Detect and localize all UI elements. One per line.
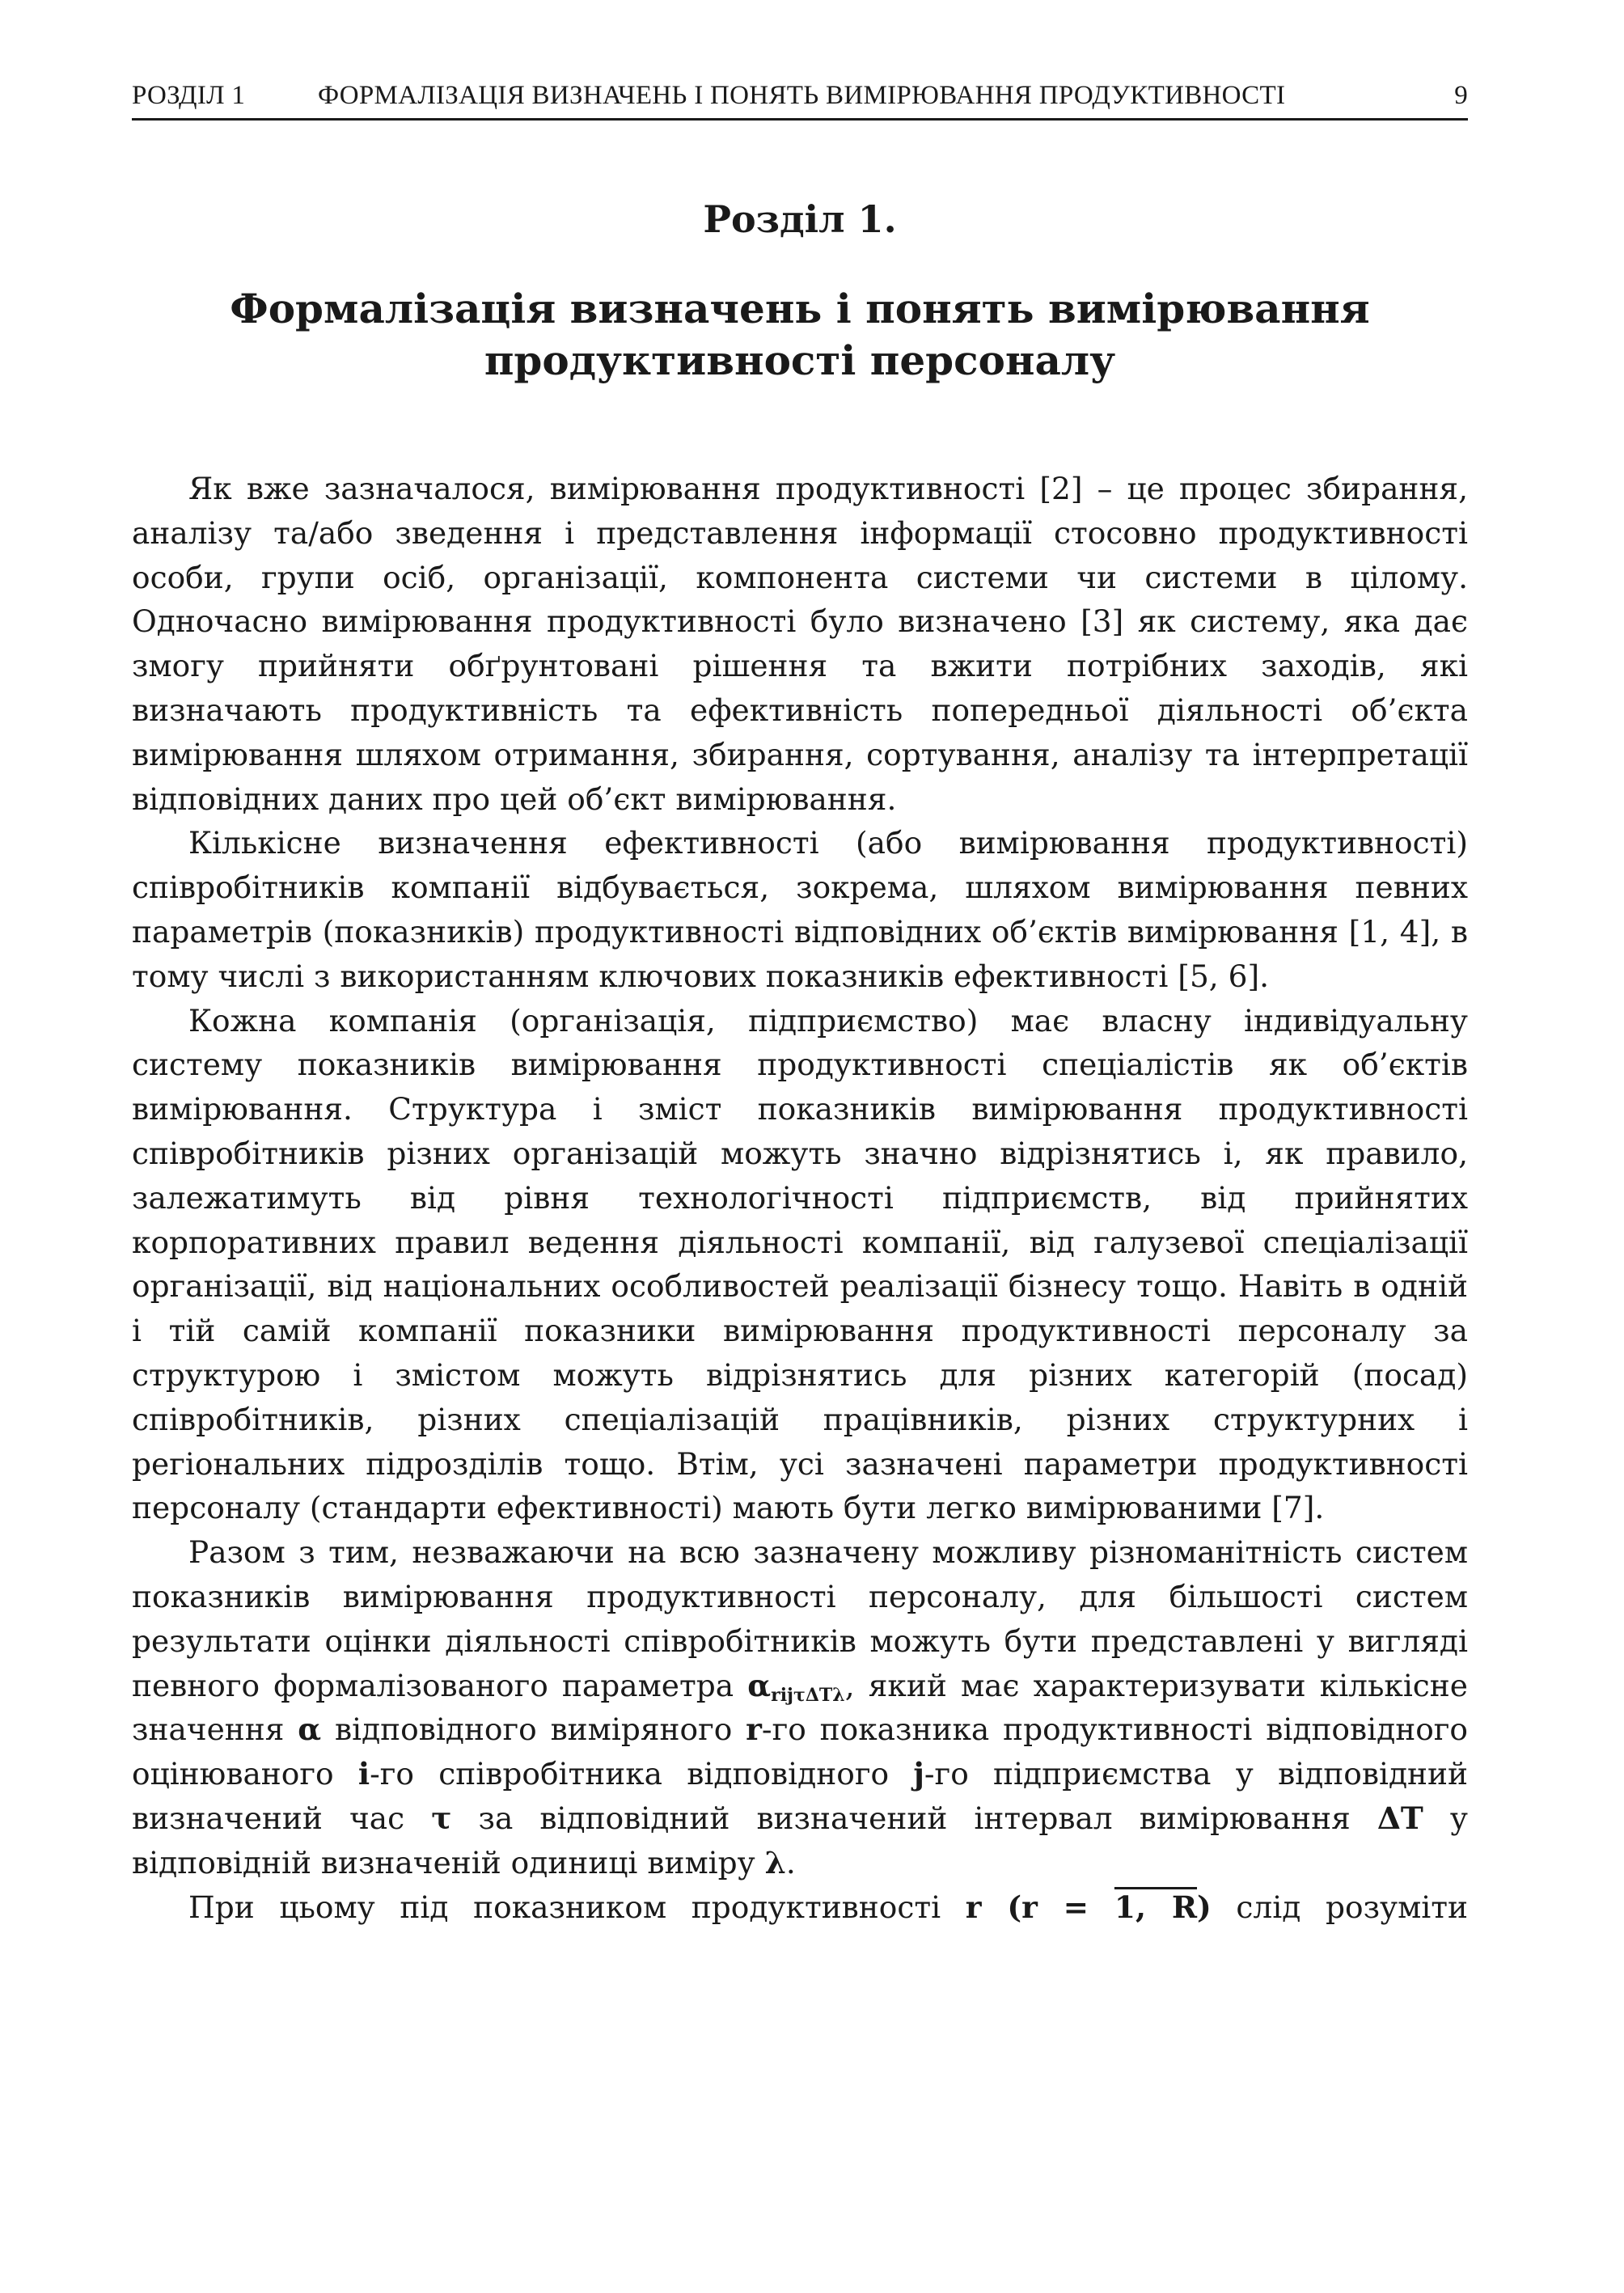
header-title: ФОРМАЛІЗАЦІЯ ВИЗНАЧЕНЬ І ПОНЯТЬ ВИМІРЮВАННЯ ПРОДУКТИВНОСТІ: [318, 81, 1286, 110]
p4-text-4: -го показника продуктивності відповідного оцінюваного: [132, 1711, 1469, 1792]
paragraph-4: [132, 1530, 1468, 1885]
running-header: [132, 81, 1468, 111]
symbol-r-p5: r: [965, 1889, 982, 1925]
chapter-label: Розділ 1.: [703, 197, 897, 241]
symbol-paren-close: ): [1197, 1889, 1212, 1925]
chapter-title-line-1: Формалізація визначень і понять вимірювання: [230, 285, 1370, 332]
p5-text-2: слід розуміти: [1211, 1889, 1469, 1925]
chapter-title-line-2: продуктивності персоналу: [484, 336, 1116, 384]
p4-text-1: Разом з тим, незважаючи на всю зазначену можливу різноманітність систем показників вимірювання продуктивності персоналу, для більшості систем результати оцінки діяльності співробітників можуть бути представлені у вигляді певного формалізованого параметра: [132, 1534, 1468, 1703]
body-text: [132, 467, 1468, 1929]
paragraph-1: Як вже зазначалося, вимірювання продуктивності [2] – це процес збирання, аналізу та/або зведення і представлення інформації стосовно продуктивності особи, групи осіб, організації, компонента системи чи системи в цілому. Одночасно вимірювання продуктивності було визначено [3] як систему, яка дає змогу прийняти обґрунтовані рішення та вжити потрібних заходів, які визначають продуктивність та ефективність попередньої діяльності об’єкта вимірювання шляхом отримання, збирання, сортування, аналізу та інтерпретації відповідних даних про цей об’єкт вимірювання.: [132, 471, 1468, 817]
p4-text-8: у відповідній визначеній одиниці виміру: [132, 1800, 1468, 1881]
header-section: РОЗДІЛ 1: [132, 81, 246, 110]
paragraph-2: Кількісне визначення ефективності (або вимірювання продуктивності) співробітників компанії відбувається, зокрема, шляхом вимірювання певних параметрів (показників) продуктивності відповідних об’єктів вимірювання [1, 4], в тому числі з використанням ключових показників ефективності [5, 6].: [132, 825, 1468, 994]
symbol-range: 1, R: [1114, 1889, 1198, 1925]
p4-text-6: -го підприємства у відповідний визначений час: [132, 1756, 1469, 1836]
p4-text-7: за відповідний визначений інтервал вимірювання: [451, 1800, 1377, 1836]
p4-text-3: відповідного виміряного: [321, 1711, 746, 1748]
symbol-alpha: α: [747, 1667, 772, 1703]
p4-text-5: -го співробітника відповідного: [370, 1756, 914, 1792]
paragraph-3: Кожна компанія (організація, підприємство) має власну індивідуальну систему показників вимірювання продуктивності спеціалістів як об’єктів вимірювання. Структура і зміст показників вимірювання продуктивності співробітників різних організацій можуть значно відрізнятись і, як правило, залежатимуть від рівня технологічності підприємств, від прийнятих корпоративних правил ведення діяльності компанії, від галузевої спеціалізації організації, від національних особливостей реалізації бізнесу тощо. Навіть в одній і тій самій компанії показники вимірювання продуктивності персоналу за структурою і змістом можуть відрізнятись для різних категорій (посад) співробітників, різних спеціалізацій працівників, різних структурних і регіональних підрозділів тощо. Втім, усі зазначені параметри продуктивності персоналу (стандарти ефективності) мають бути легко вимірюваними [7].: [132, 1002, 1468, 1526]
header-rule: [132, 118, 1468, 121]
p5-text-1: При цьому під показником продуктивності: [188, 1889, 966, 1925]
p4-text-9: .: [785, 1844, 796, 1881]
paragraph-5: [132, 1885, 1468, 1930]
symbol-r: r: [746, 1711, 762, 1748]
p4-text-2: , який має характеризувати кількісне значення: [132, 1667, 1468, 1748]
symbol-alpha-subscript: rijτΔTλ: [771, 1684, 845, 1706]
symbol-tau: τ: [431, 1800, 452, 1836]
symbol-lambda: λ: [764, 1844, 786, 1881]
symbol-delta-t: ΔT: [1377, 1800, 1423, 1836]
symbol-i: i: [357, 1756, 370, 1792]
page-number: 9: [1454, 81, 1468, 110]
symbol-j: j: [913, 1756, 924, 1792]
chapter-title: [132, 283, 1468, 387]
symbol-paren-open: (r =: [981, 1889, 1114, 1925]
symbol-alpha-2: α: [298, 1711, 322, 1748]
